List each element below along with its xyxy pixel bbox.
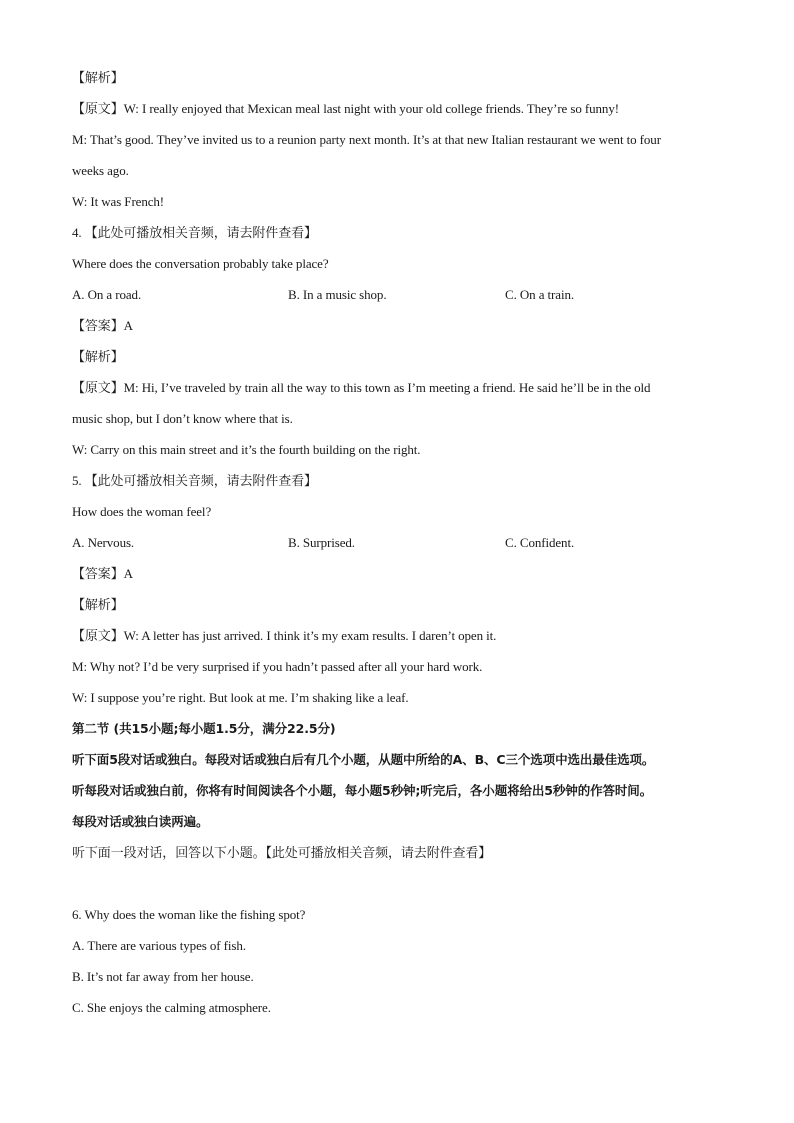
q4-options xyxy=(72,279,724,310)
q5-option-c: C. Confident. xyxy=(505,535,575,550)
q4-option-c: C. On a train. xyxy=(505,287,575,302)
q4-transcript-line-3: W: Carry on this main street and it’s the fourth building on the right. xyxy=(72,442,421,457)
document-page xyxy=(72,62,724,1023)
q5-answer: 【答案】A xyxy=(72,566,133,581)
section-2-instruction-3: 每段对话或独白读两遍。 xyxy=(72,814,209,829)
section-2-instruction-2: 听每段对话或独白前，你将有时间阅读各个小题，每小题5秒钟;听完后，各小题将给出5秒钟的作答时间。 xyxy=(72,783,653,798)
q5-options xyxy=(72,527,724,558)
section-2-instruction-1: 听下面5段对话或独白。每段对话或独白后有几个小题，从题中所给的A、B、C三个选项中选出最佳选项。 xyxy=(72,752,655,767)
q3-analysis-label: 【解析】 xyxy=(72,70,124,85)
q3-transcript-line-2: M: That’s good. They’ve invited us to a reunion party next month. It’s at that new Italian restaurant we went to four xyxy=(72,132,661,147)
section-2-prompt: 听下面一段对话，回答以下小题。【此处可播放相关音频，请去附件查看】 xyxy=(72,845,492,860)
blank-spacer xyxy=(72,868,724,899)
q5-number: 5. 【此处可播放相关音频，请去附件查看】 xyxy=(72,473,317,488)
q4-option-a: A. On a road. xyxy=(72,287,142,302)
q5-analysis-label: 【解析】 xyxy=(72,597,124,612)
q4-question: Where does the conversation probably take place? xyxy=(72,256,329,271)
q5-transcript-line-1: 【原文】W: A letter has just arrived. I think it’s my exam results. I daren’t open it. xyxy=(72,628,497,643)
q4-option-b: B. In a music shop. xyxy=(288,287,387,302)
q4-transcript-line-2: music shop, but I don’t know where that is. xyxy=(72,411,293,426)
q4-answer: 【答案】A xyxy=(72,318,133,333)
q5-question: How does the woman feel? xyxy=(72,504,212,519)
q5-option-a: A. Nervous. xyxy=(72,535,135,550)
q4-transcript-line-1: 【原文】M: Hi, I’ve traveled by train all the way to this town as I’m meeting a friend. He said he’ll be in the old xyxy=(72,380,651,395)
q4-analysis-label: 【解析】 xyxy=(72,349,124,364)
q6-option-c: C. She enjoys the calming atmosphere. xyxy=(72,1000,271,1015)
q3-transcript-line-4: W: It was French! xyxy=(72,194,165,209)
q6-question: 6. Why does the woman like the fishing spot? xyxy=(72,907,306,922)
q3-transcript-line-3: weeks ago. xyxy=(72,163,129,178)
q5-transcript-line-2: M: Why not? I’d be very surprised if you hadn’t passed after all your hard work. xyxy=(72,659,483,674)
q6-option-a: A. There are various types of fish. xyxy=(72,938,246,953)
q5-transcript-line-3: W: I suppose you’re right. But look at me. I’m shaking like a leaf. xyxy=(72,690,409,705)
q4-number: 4. 【此处可播放相关音频，请去附件查看】 xyxy=(72,225,317,240)
q6-option-b: B. It’s not far away from her house. xyxy=(72,969,254,984)
q3-transcript-line-1: 【原文】W: I really enjoyed that Mexican meal last night with your old college friends. They’re so funny! xyxy=(72,101,619,116)
q5-option-b: B. Surprised. xyxy=(288,535,355,550)
section-2-heading: 第二节 (共15小题;每小题1.5分，满分22.5分) xyxy=(72,721,336,736)
